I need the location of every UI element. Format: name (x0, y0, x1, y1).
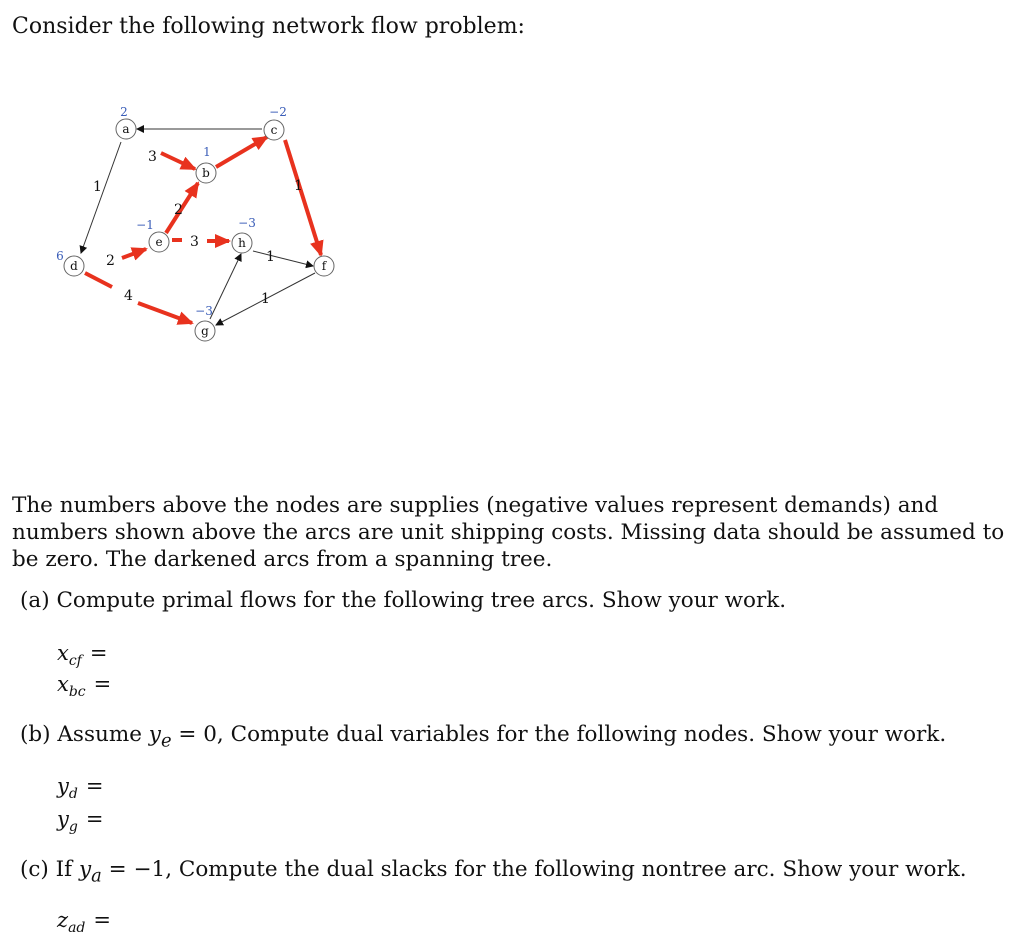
supply-label-e: −1 (136, 218, 154, 232)
var: z (57, 908, 69, 932)
node-label: g (201, 324, 209, 338)
network-diagram (0, 95, 380, 355)
answer-z-ad (57, 908, 111, 936)
cost-label-a-d: 1 (93, 179, 102, 195)
arc-c-f (285, 140, 321, 255)
question-b-pre: Assume (57, 722, 142, 747)
node-label: f (321, 259, 327, 273)
node-b (196, 163, 216, 183)
cost-label-d-e: 2 (106, 253, 115, 269)
node-label: e (155, 235, 163, 249)
question-a-text: Compute primal flows for the following tree arcs. Show your work. (56, 588, 787, 613)
cost-label-f-g: 1 (261, 291, 270, 307)
cost-label-c-f: 1 (294, 178, 303, 194)
supply-label-g: −3 (195, 304, 213, 318)
cost-label-e-b: 2 (174, 202, 183, 218)
eq: = (89, 641, 108, 665)
arc-a-b (161, 153, 195, 169)
eq: = (93, 672, 112, 696)
question-b-label: (b) (20, 722, 51, 747)
eq: = (85, 774, 104, 798)
node-a (116, 119, 136, 139)
node-g (195, 321, 215, 341)
cond-sub: a (91, 865, 102, 887)
cond-rest: = 0, (178, 722, 224, 747)
var: x (57, 641, 69, 665)
question-b-text: Compute dual variables for the following nodes. Show your work. (230, 722, 947, 747)
arc-g-h (210, 254, 241, 319)
arc-d-g-head (138, 303, 192, 323)
cost-label-h-f: 1 (266, 249, 275, 265)
var: y (57, 774, 69, 798)
node-c (264, 120, 284, 140)
cond-sub: e (160, 730, 172, 752)
sub: g (68, 819, 78, 835)
sub: ad (68, 920, 86, 936)
cost-label-a-b: 3 (148, 149, 157, 165)
answer-x-cf (57, 641, 107, 669)
question-c-pre: If (55, 857, 73, 882)
question-c-text: Compute the dual slacks for the following nontree arc. Show your work. (178, 857, 967, 882)
node-h (232, 233, 252, 253)
eq: = (85, 807, 104, 831)
cost-label-e-h: 3 (190, 234, 199, 250)
cost-label-d-g: 4 (124, 288, 133, 304)
supply-label-h: −3 (238, 216, 256, 230)
supply-label-a: 2 (120, 105, 128, 119)
supply-label-d: 6 (56, 249, 64, 263)
answer-y-g (57, 807, 103, 835)
supply-label-c: −2 (269, 105, 287, 119)
question-a (20, 588, 786, 613)
eq: = (93, 908, 111, 932)
node-label: b (202, 166, 210, 180)
node-label: a (122, 122, 130, 136)
node-label: c (270, 123, 278, 137)
answer-x-bc (57, 672, 111, 700)
arc-d-e (122, 249, 146, 258)
node-f (314, 256, 334, 276)
cond-var: y (148, 722, 161, 747)
node-d (64, 256, 84, 276)
question-c (20, 857, 967, 886)
sub: cf (68, 653, 82, 669)
description-paragraph: The numbers above the nodes are supplies (negative values represent demands) and numbers shown above the arcs are unit shipping costs. Missing data should be assumed to be zero. The darkened arcs from a spanning tree. (12, 493, 1005, 572)
arc-h-f (253, 251, 313, 266)
question-c-label: (c) (20, 857, 49, 882)
arc-a-d (81, 142, 121, 253)
intro-text: Consider the following network flow problem: (12, 14, 525, 39)
answer-y-d (57, 774, 103, 802)
node-label: h (238, 236, 246, 250)
cond-var: y (78, 857, 92, 882)
var: x (57, 672, 69, 696)
arc-d-g (85, 273, 112, 287)
question-b (20, 722, 946, 751)
node-e (149, 232, 169, 252)
arc-b-c (216, 137, 267, 167)
supply-label-b: 1 (203, 145, 211, 159)
cond-rest: = −1, (108, 857, 173, 882)
question-a-label: (a) (20, 588, 50, 613)
node-label: d (70, 259, 78, 273)
var: y (57, 807, 69, 831)
sub: d (68, 786, 78, 802)
sub: bc (68, 684, 86, 700)
